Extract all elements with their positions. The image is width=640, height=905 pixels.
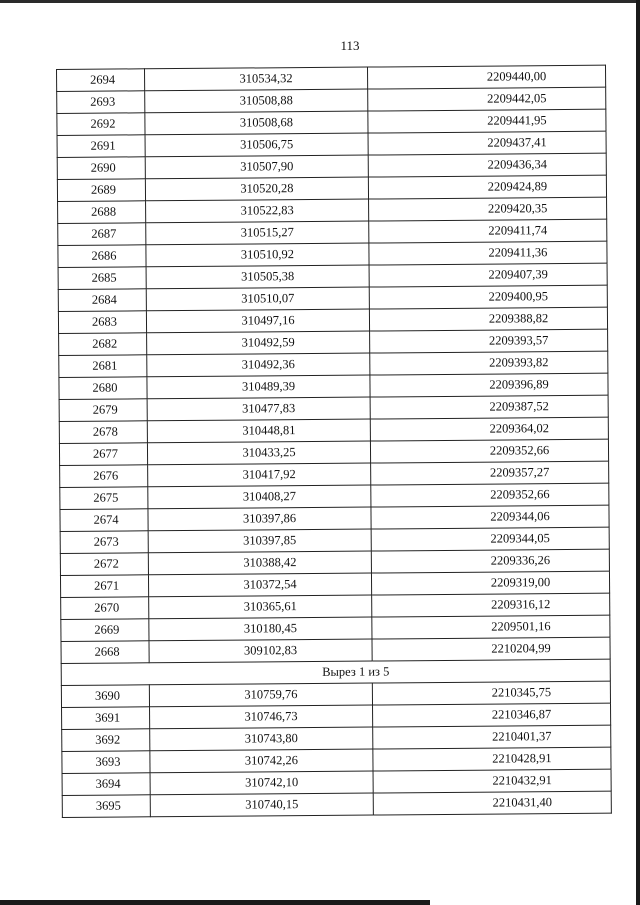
x-coordinate: 310506,75 bbox=[239, 137, 294, 152]
y-coordinate: 2210345,75 bbox=[491, 685, 552, 700]
x-coordinate-cell bbox=[147, 331, 370, 355]
point-number: 2674 bbox=[93, 512, 119, 527]
point-number-cell bbox=[57, 69, 145, 92]
point-number-cell bbox=[62, 773, 150, 796]
point-number-cell bbox=[58, 201, 146, 224]
x-coordinate-cell bbox=[145, 111, 368, 135]
point-number: 2676 bbox=[93, 468, 119, 483]
x-coordinate-cell bbox=[147, 419, 370, 443]
x-coordinate-cell bbox=[149, 683, 372, 707]
y-coordinate: 2209387,52 bbox=[489, 399, 549, 414]
y-coordinate-cell bbox=[370, 439, 608, 463]
point-number-cell bbox=[57, 179, 145, 202]
y-coordinate-cell bbox=[369, 197, 607, 221]
y-coordinate: 2209501,16 bbox=[491, 619, 551, 634]
x-coordinate: 310408,27 bbox=[242, 489, 296, 504]
x-coordinate: 309102,83 bbox=[243, 643, 298, 658]
point-number-cell bbox=[57, 135, 145, 158]
y-coordinate: 2209319,00 bbox=[490, 575, 551, 590]
y-coordinate: 2209336,26 bbox=[490, 553, 551, 568]
y-coordinate-cell bbox=[371, 571, 609, 595]
point-number: 3692 bbox=[95, 732, 121, 747]
point-number: 3695 bbox=[95, 798, 121, 813]
y-coordinate: 2209424,89 bbox=[487, 179, 548, 194]
y-coordinate-cell bbox=[372, 593, 610, 617]
point-number-cell bbox=[61, 619, 149, 642]
y-coordinate-cell bbox=[371, 505, 609, 529]
point-number: 2670 bbox=[94, 600, 120, 615]
y-coordinate: 2209442,05 bbox=[487, 91, 547, 106]
x-coordinate: 310508,68 bbox=[239, 115, 294, 130]
x-coordinate: 310477,83 bbox=[242, 401, 296, 416]
x-coordinate: 310515,27 bbox=[240, 225, 294, 240]
point-number-cell bbox=[60, 531, 148, 554]
y-coordinate: 2209400,95 bbox=[488, 289, 549, 304]
point-number-cell bbox=[58, 267, 146, 290]
y-coordinate-cell bbox=[371, 483, 609, 507]
y-coordinate-cell bbox=[369, 263, 607, 287]
x-coordinate-cell bbox=[148, 529, 371, 553]
point-number-cell bbox=[61, 685, 149, 708]
x-coordinate-cell bbox=[145, 177, 368, 201]
x-coordinate-cell bbox=[147, 397, 370, 421]
y-coordinate-cell bbox=[372, 615, 610, 639]
y-coordinate: 2209436,34 bbox=[487, 157, 548, 172]
y-coordinate-cell bbox=[373, 769, 611, 793]
point-number: 2673 bbox=[93, 534, 119, 549]
point-number: 2668 bbox=[94, 644, 120, 659]
x-coordinate: 310743,80 bbox=[244, 731, 298, 746]
point-number: 2685 bbox=[91, 270, 117, 285]
section-title: Вырез 1 из 5 bbox=[322, 664, 390, 679]
y-coordinate-cell bbox=[368, 109, 606, 133]
x-coordinate: 310507,90 bbox=[240, 159, 294, 174]
coordinates-table-body-top bbox=[57, 65, 611, 663]
y-coordinate-cell bbox=[370, 395, 608, 419]
x-coordinate: 310742,26 bbox=[244, 753, 299, 768]
y-coordinate: 2209407,39 bbox=[488, 267, 548, 282]
y-coordinate-cell bbox=[370, 417, 608, 441]
point-number-cell bbox=[60, 509, 148, 532]
y-coordinate: 2209388,82 bbox=[488, 311, 549, 326]
x-coordinate-cell bbox=[148, 573, 371, 597]
y-coordinate-cell bbox=[371, 549, 609, 573]
point-number-cell bbox=[59, 421, 147, 444]
point-number-cell bbox=[58, 223, 146, 246]
x-coordinate: 310180,45 bbox=[243, 621, 298, 636]
point-number-cell bbox=[58, 311, 146, 334]
point-number: 2689 bbox=[90, 182, 117, 197]
x-coordinate-cell bbox=[146, 221, 369, 245]
x-coordinate: 310492,59 bbox=[241, 335, 295, 350]
point-number-cell bbox=[62, 729, 150, 752]
point-number-cell bbox=[60, 465, 148, 488]
point-number: 2688 bbox=[91, 204, 117, 219]
y-coordinate-cell bbox=[370, 351, 608, 375]
x-coordinate: 310520,28 bbox=[240, 181, 294, 196]
x-coordinate: 310433,25 bbox=[242, 445, 296, 460]
y-coordinate: 2209411,74 bbox=[488, 223, 548, 238]
y-coordinate: 2210204,99 bbox=[491, 641, 551, 656]
x-coordinate-cell bbox=[145, 67, 368, 91]
x-coordinate: 310505,38 bbox=[241, 269, 295, 284]
y-coordinate: 2209344,05 bbox=[490, 531, 550, 546]
x-coordinate-cell bbox=[147, 441, 370, 465]
y-coordinate: 2209344,06 bbox=[490, 509, 550, 524]
x-coordinate-cell bbox=[146, 309, 369, 333]
point-number-cell bbox=[59, 333, 147, 356]
x-coordinate: 310510,07 bbox=[241, 291, 295, 306]
scan-edge-top bbox=[0, 0, 640, 3]
point-number-cell bbox=[57, 113, 145, 136]
point-number: 2678 bbox=[92, 424, 118, 439]
x-coordinate: 310365,61 bbox=[243, 599, 297, 614]
point-number: 2690 bbox=[90, 160, 116, 175]
x-coordinate: 310522,83 bbox=[240, 203, 294, 218]
x-coordinate-cell bbox=[147, 353, 370, 377]
point-number: 2692 bbox=[90, 116, 116, 131]
y-coordinate: 2209441,95 bbox=[487, 113, 547, 128]
y-coordinate: 2210431,40 bbox=[492, 795, 553, 810]
x-coordinate-cell bbox=[146, 199, 369, 223]
coordinates-table bbox=[56, 65, 612, 818]
x-coordinate: 310417,92 bbox=[242, 467, 296, 482]
x-coordinate: 310497,16 bbox=[241, 313, 295, 328]
y-coordinate: 2209352,66 bbox=[489, 443, 550, 458]
x-coordinate-cell bbox=[149, 595, 372, 619]
y-coordinate-cell bbox=[368, 131, 606, 155]
scan-edge-bottom bbox=[0, 900, 430, 905]
point-number: 2672 bbox=[93, 556, 119, 571]
y-coordinate-cell bbox=[373, 791, 611, 815]
y-coordinate-cell bbox=[373, 747, 611, 771]
point-number: 2679 bbox=[92, 402, 118, 417]
point-number: 2671 bbox=[94, 578, 120, 593]
table-row bbox=[62, 791, 611, 817]
y-coordinate: 2209393,82 bbox=[489, 355, 549, 370]
y-coordinate-cell bbox=[369, 285, 607, 309]
y-coordinate: 2209364,02 bbox=[489, 421, 550, 436]
point-number-cell bbox=[61, 641, 149, 664]
x-coordinate-cell bbox=[150, 749, 373, 773]
x-coordinate-cell bbox=[149, 639, 372, 663]
point-number: 2669 bbox=[94, 622, 120, 637]
point-number-cell bbox=[60, 575, 148, 598]
y-coordinate: 2209352,66 bbox=[490, 487, 550, 502]
point-number-cell bbox=[59, 377, 147, 400]
scan-edge-right bbox=[636, 0, 640, 905]
y-coordinate-cell bbox=[369, 241, 607, 265]
x-coordinate-cell bbox=[150, 793, 373, 817]
point-number: 2675 bbox=[93, 490, 119, 505]
y-coordinate-cell bbox=[369, 219, 607, 243]
x-coordinate-cell bbox=[146, 243, 369, 267]
coordinates-table-body-bottom bbox=[61, 681, 611, 817]
x-coordinate: 310742,10 bbox=[244, 775, 299, 790]
y-coordinate: 2209440,00 bbox=[486, 69, 547, 84]
y-coordinate-cell bbox=[367, 65, 605, 89]
point-number-cell bbox=[57, 157, 145, 180]
point-number: 2694 bbox=[90, 72, 116, 87]
point-number: 2686 bbox=[91, 248, 117, 263]
point-number: 2680 bbox=[92, 380, 118, 395]
x-coordinate: 310397,85 bbox=[243, 533, 297, 548]
point-number: 2682 bbox=[92, 336, 118, 351]
point-number: 2681 bbox=[92, 358, 118, 373]
point-number: 2677 bbox=[92, 446, 119, 461]
x-coordinate-cell bbox=[145, 133, 368, 157]
x-coordinate: 310510,92 bbox=[240, 247, 295, 262]
y-coordinate-cell bbox=[371, 527, 609, 551]
point-number: 3691 bbox=[95, 710, 121, 725]
point-number: 2691 bbox=[90, 138, 116, 153]
x-coordinate: 310372,54 bbox=[243, 577, 297, 592]
y-coordinate: 2209316,12 bbox=[490, 597, 551, 612]
y-coordinate: 2209357,27 bbox=[489, 465, 550, 480]
y-coordinate: 2209393,57 bbox=[488, 333, 549, 348]
point-number: 2684 bbox=[91, 292, 117, 307]
page-number: 113 bbox=[340, 38, 360, 53]
point-number-cell bbox=[59, 443, 147, 466]
x-coordinate-cell bbox=[148, 551, 371, 575]
x-coordinate: 310740,15 bbox=[245, 797, 299, 812]
y-coordinate-cell bbox=[370, 329, 608, 353]
x-coordinate: 310448,81 bbox=[242, 423, 296, 438]
x-coordinate-cell bbox=[148, 463, 371, 487]
y-coordinate-cell bbox=[368, 153, 606, 177]
point-number-cell bbox=[60, 553, 148, 576]
x-coordinate-cell bbox=[147, 375, 370, 399]
y-coordinate-cell bbox=[369, 307, 607, 331]
point-number-cell bbox=[59, 355, 147, 378]
y-coordinate-cell bbox=[370, 373, 608, 397]
x-coordinate-cell bbox=[150, 705, 373, 729]
y-coordinate: 2210432,91 bbox=[492, 773, 552, 788]
y-coordinate-cell bbox=[368, 175, 606, 199]
point-number-cell bbox=[60, 487, 148, 510]
point-number: 3690 bbox=[94, 688, 120, 703]
x-coordinate: 310759,76 bbox=[244, 687, 298, 702]
x-coordinate: 310489,39 bbox=[241, 379, 296, 394]
x-coordinate-cell bbox=[146, 287, 369, 311]
y-coordinate: 2210346,87 bbox=[491, 707, 552, 722]
point-number-cell bbox=[58, 289, 146, 312]
y-coordinate: 2209396,89 bbox=[489, 377, 549, 392]
point-number-cell bbox=[62, 795, 150, 818]
x-coordinate: 310492,36 bbox=[241, 357, 295, 372]
x-coordinate: 310397,86 bbox=[242, 511, 297, 526]
point-number-cell bbox=[61, 597, 149, 620]
point-number: 2687 bbox=[91, 226, 117, 241]
point-number-cell bbox=[62, 707, 150, 730]
point-number: 2693 bbox=[90, 94, 116, 109]
y-coordinate-cell bbox=[368, 87, 606, 111]
x-coordinate-cell bbox=[149, 617, 372, 641]
y-coordinate: 2209411,36 bbox=[488, 245, 548, 260]
y-coordinate-cell bbox=[372, 681, 610, 705]
point-number-cell bbox=[59, 399, 147, 422]
point-number: 3693 bbox=[95, 754, 121, 769]
x-coordinate-cell bbox=[146, 265, 369, 289]
x-coordinate: 310508,88 bbox=[239, 93, 293, 108]
y-coordinate-cell bbox=[372, 637, 610, 661]
point-number: 2683 bbox=[91, 314, 118, 329]
x-coordinate-cell bbox=[145, 89, 368, 113]
x-coordinate-cell bbox=[148, 485, 371, 509]
x-coordinate-cell bbox=[148, 507, 371, 531]
y-coordinate: 2210401,37 bbox=[492, 729, 552, 744]
x-coordinate-cell bbox=[145, 155, 368, 179]
point-number-cell bbox=[58, 245, 146, 268]
y-coordinate: 2209420,35 bbox=[487, 201, 548, 216]
x-coordinate-cell bbox=[150, 727, 373, 751]
x-coordinate: 310388,42 bbox=[243, 555, 297, 570]
y-coordinate-cell bbox=[371, 461, 609, 485]
y-coordinate: 2210428,91 bbox=[492, 751, 552, 766]
point-number-cell bbox=[57, 91, 145, 114]
point-number: 3694 bbox=[95, 776, 121, 791]
y-coordinate: 2209437,41 bbox=[487, 135, 547, 150]
x-coordinate: 310746,73 bbox=[244, 709, 298, 724]
point-number-cell bbox=[62, 751, 150, 774]
y-coordinate-cell bbox=[373, 725, 611, 749]
x-coordinate-cell bbox=[150, 771, 373, 795]
y-coordinate-cell bbox=[373, 703, 611, 727]
x-coordinate: 310534,32 bbox=[239, 71, 293, 86]
